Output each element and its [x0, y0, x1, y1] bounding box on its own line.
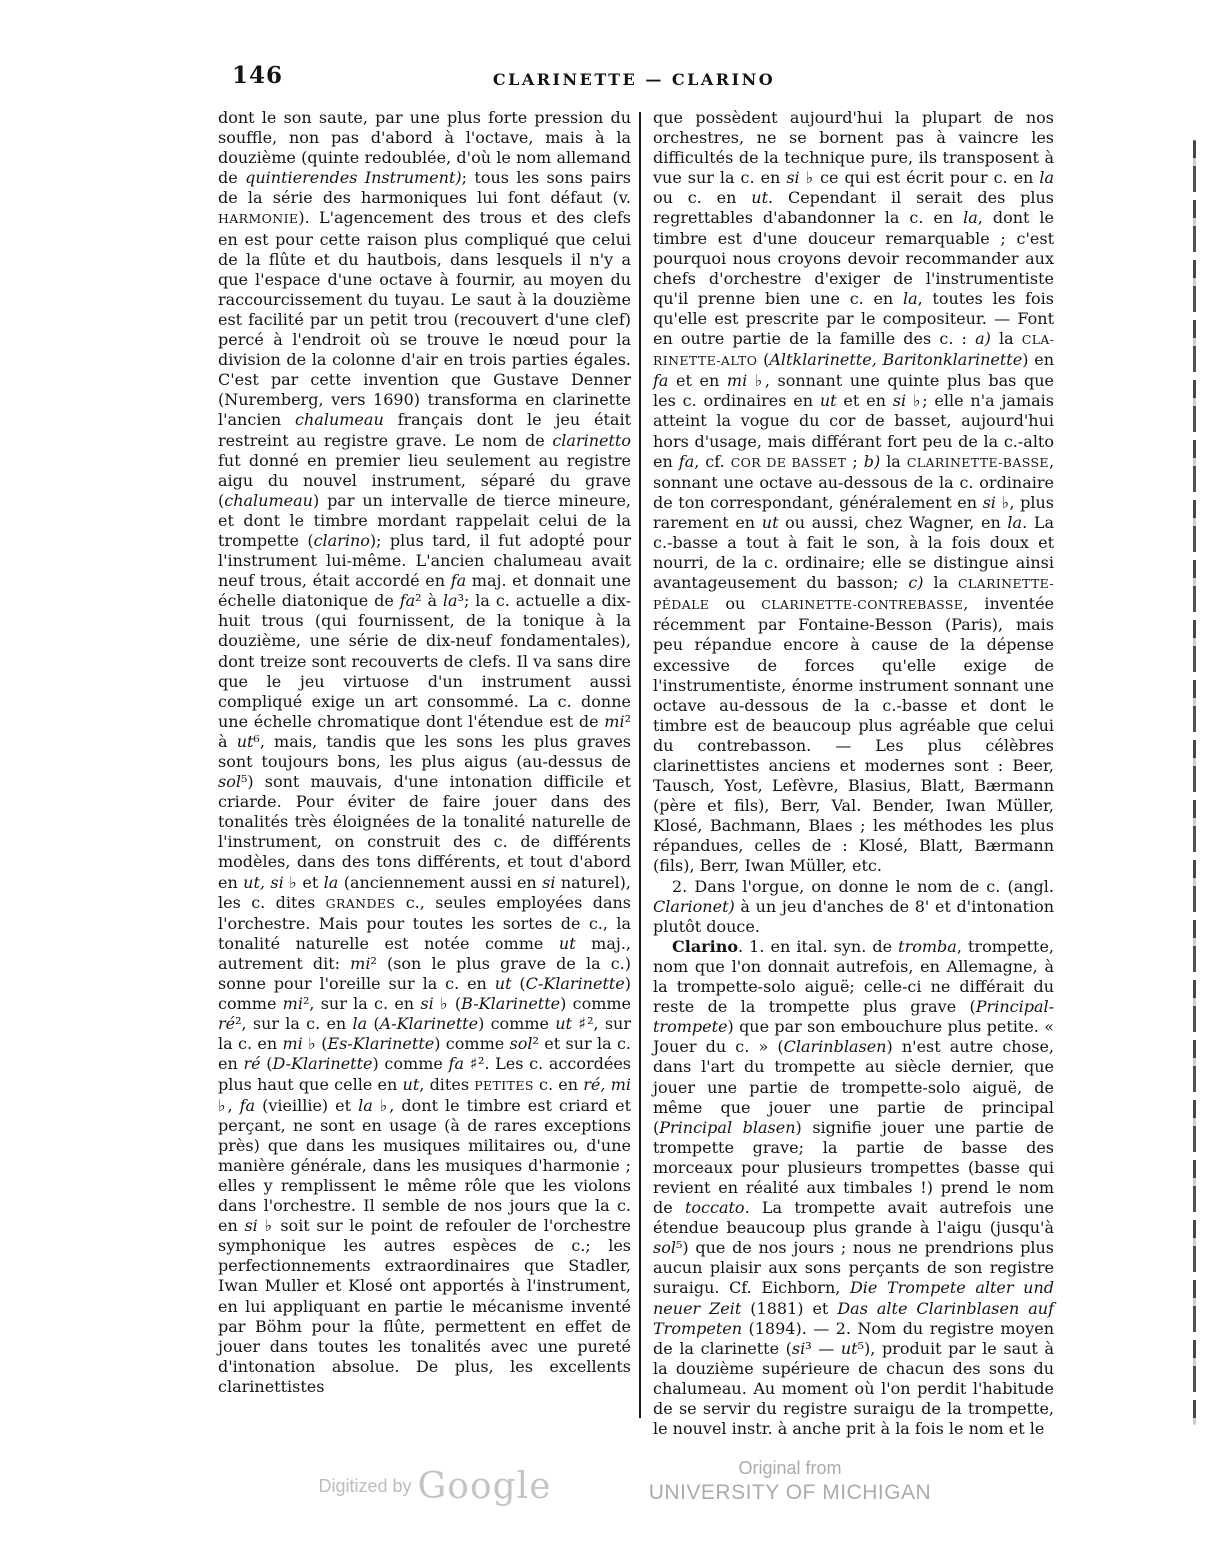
digitized-by-google-watermark [290, 1466, 580, 1507]
body-paragraph-clarinette-organ: 2. Dans l'orgue, on donne le nom de c. (angl. Clarionet) à un jeu d'anches de 8' et d'intonation plutôt douce. [653, 876, 1054, 936]
google-logo: Google [417, 1466, 552, 1507]
body-paragraph-clarinette-family: que possèdent aujourd'hui la plupart de nos orchestres, ne se bornent pas à vaincre les difficultés de la technique pure, ils transposent à vue sur la c. en si ♭ ce qui est écrit pour c. en la ou c. en ut. Cependant il serait des plus regrettables d'abandonner la c. en la, dont le timbre est d'une douceur remarquable ; c'est pourquoi nous croyons devoir recommander aux chefs d'orchestre d'exiger de l'instrumentiste qu'il prenne bien une c. en la, toutes les fois qu'elle est prescrite par le compositeur. — Font en outre partie de la famille des c. : a) la CLARINETTE-ALTO (Altklarinette, Baritonklarinette) en fa et en mi ♭, sonnant une quinte plus bas que les c. ordinaires en ut et en si ♭; elle n'a jamais atteint la vogue du cor de basset, aujourd'hui hors d'usage, mais différant fort peu de la c.-alto en fa, cf. COR DE BASSET ; b) la CLARINETTE-BASSE, sonnant une octave au-dessous de la c. ordinaire de ton correspondant, généralement en si ♭, plus rarement en ut ou aussi, chez Wagner, en la. La c.-basse a tout à fait le son, à la fois doux et nourri, de la c. ordinaire; elle se distingue ainsi avantageusement du basson; c) la CLARINETTE-PÉDALE ou CLARINETTE-CONTREBASSE, inventée récemment par Fontaine-Besson (Paris), mais peu répandue encore à cause de la dépense excessive de forces qu'elle exige de l'instrumentiste, énorme instrument sonnant une octave au-dessous de la c.-basse et dont le timbre est de beaucoup plus agréable que celui du contrebasson. — Les plus célèbres clarinettistes anciens et modernes sont : Beer, Tausch, Yost, Lefèvre, Blasius, Blatt, Bærmann (père et fils), Berr, Val. Bender, Iwan Müller, Klosé, Bachmann, Blaes ; les méthodes les plus répandues, celles de : Klosé, Blatt, Bærmann (fils), Berr, Iwan Müller, etc. [653, 108, 1055, 876]
running-header-title: CLARINETTE — CLARINO [492, 70, 776, 89]
original-from-watermark [640, 1458, 940, 1505]
column-divider-rule [639, 112, 641, 1418]
university-of-michigan-label: UNIVERSITY OF MICHIGAN [648, 1481, 932, 1504]
scan-edge-artifact [1193, 140, 1196, 1425]
text-column-right [653, 108, 1054, 1439]
page-number: 146 [232, 62, 284, 89]
body-paragraph-clarinette-continuation: dont le son saute, par une plus forte pression du souffle, non pas d'abord à l'octave, mais à la douzième (quinte redoublée, d'où le nom allemand de quintierendes Instrument); tous les sons pairs de la série des harmoniques lui font défaut (v. HARMONIE). L'agencement des trous et des clefs en est pour cette raison plus compliqué que celui de la flûte et du hautbois, dans lesquels il n'y a que l'espace d'une octave à fournir, au moyen du raccourcissement du tuyau. Le saut à la douzième est facilité par un petit trou (recouvert d'une clef) percé à l'endroit où se trouve le nœud pour la division de la colonne d'air en trois parties égales. C'est par cette invention que Gustave Denner (Nuremberg, vers 1690) transforma en clarinette l'ancien chalumeau français dont le jeu était restreint au registre grave. Le nom de clarinetto fut donné en premier lieu seulement au registre aigu du nouvel instrument, séparé du grave (chalumeau) par un intervalle de tierce mineure, et dont le timbre mordant rappelait celui de la trompette (clarino); plus tard, il fut adopté pour l'instrument lui-même. L'ancien chalumeau avait neuf trous, était accordé en fa maj. et donnait une échelle diatonique de fa² à la³; la c. actuelle a dix-huit trous (qui fournissent, de la tonique à la douzième, une série de dix-neuf fondamentales), dont treize sont recouverts de clefs. Il va sans dire que le jeu virtuose d'un instrument aussi compliqué exige un art consommé. La c. donne une échelle chromatique dont l'étendue est de mi² à ut⁶, mais, tandis que les sons les plus graves sont toujours bons, les plus aigus (au-dessus de sol⁵) sont mauvais, d'une intonation difficile et criarde. Pour éviter de faire jouer dans des tonalités très éloignées de la tonalité naturelle de l'instrument, on construit des c. de différents modèles, dans des tons différents, et tout d'abord en ut, si ♭ et la (anciennement aussi en si naturel), les c. dites GRANDES c., seules employées dans l'orchestre. Mais pour toutes les sortes de c., la tonalité naturelle est notée comme ut maj., autrement dit: mi² (son le plus grave de la c.) sonne pour l'oreille sur la c. en ut (C-Klarinette) comme mi², sur la c. en si ♭ (B-Klarinette) comme ré², sur la c. en la (A-Klarinette) comme ut ♯², sur la c. en mi ♭ (Es-Klarinette) comme sol² et sur la c. en ré (D-Klarinette) comme fa ♯². Les c. accordées plus haut que celle en ut, dites PETITES c. en ré, mi ♭, fa (vieillie) et la ♭, dont le timbre est criard et perçant, ne sont en usage (à de rares exceptions près) que dans les musiques militaires ou, d'une manière générale, dans les musiques d'harmonie ; elles y remplissent le même rôle que les violons dans l'orchestre. Il semble de nos jours que la c. en si ♭ soit sur le point de refouler de l'orchestre symphonique les autres espèces de c.; les perfectionnements extraordinaires que Stadler, Iwan Muller et Klosé ont apportés à l'instrument, en lui appliquant en partie le mécanisme inventé par Böhm pour la flûte, permettent en effet de jouer dans toutes les tonalités avec une pureté d'intonation absolue. De plus, les excellents clarinettistes [218, 108, 632, 1396]
body-paragraph-clarino-entry: Clarino. 1. en ital. syn. de tromba, trompette, nom que l'on donnait autrefois, en Allemagne, à la trompette-solo aiguë; celle-ci ne différait du reste de la trompette plus grave (Principal-trompete) que par son embouchure plus petite. « Jouer du c. » (Clarinblasen) n'est autre chose, dans l'art du trompette au siècle dernier, que jouer une partie de trompette-solo aiguë, de même que jouer une partie de principal (Principal blasen) signifie jouer une partie de trompette grave; la partie de basse des morceaux pour plusieurs trompettes (basse qui revient en réalité aux timbales !) prend le nom de toccato. La trompette avait autrefois une étendue beaucoup plus grande à l'aigu (jusqu'à sol⁵) que de nos jours ; nous ne prendrions plus aucun plaisir aux sons perçants de son registre suraigu. Cf. Eichborn, Die Trompete alter und neuer Zeit (1881) et Das alte Clarinblasen auf Trompeten (1894). — 2. Nom du registre moyen de la clarinette (si³ — ut⁵), produit par le saut à la douzième supérieure de chacun des sons du chalumeau. Au moment où l'on perdit l'habitude de se servir du registre suraigu de la trompette, le nouvel instr. à anche prit à la fois le nom et le [653, 936, 1055, 1439]
digitized-by-label: Digitized by [318, 1476, 412, 1496]
two-column-text-block [218, 108, 1056, 1439]
original-from-label: Original from [738, 1458, 842, 1478]
text-column-left [218, 108, 631, 1439]
